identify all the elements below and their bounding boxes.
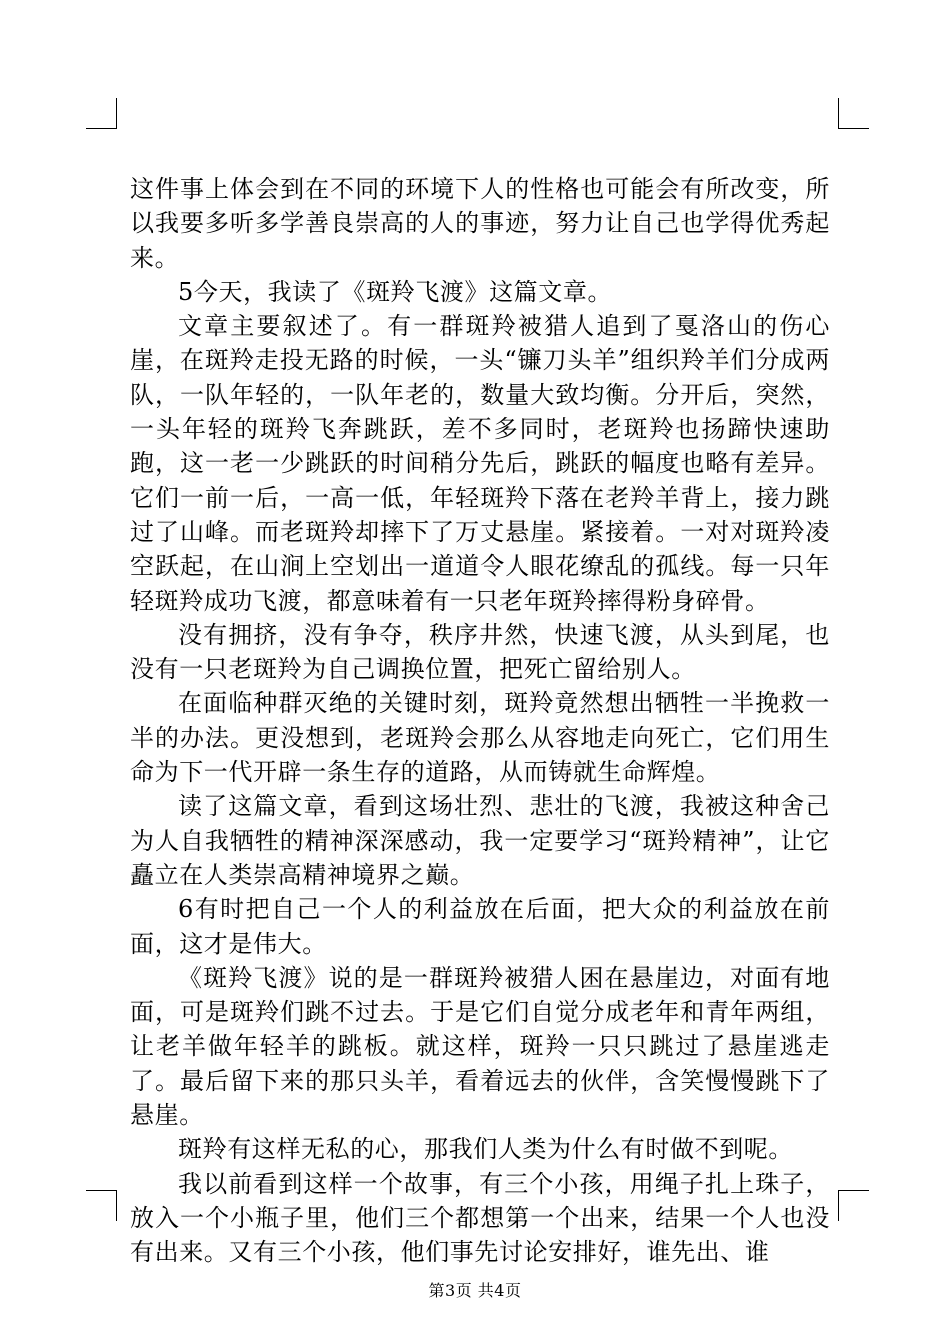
- crop-mark-top-left: [86, 98, 117, 129]
- paragraph: 读了这篇文章，看到这场壮烈、悲壮的飞渡，我被这种舍己为人自我牺牲的精神深深感动，我一定要学习“斑羚精神”，让它矗立在人类崇高精神境界之巅。: [130, 792, 830, 889]
- paragraph: 5今天，我读了《斑羚飞渡》这篇文章。: [178, 277, 613, 306]
- document-body: [130, 172, 830, 1270]
- paragraph: 文章主要叙述了。有一群斑羚被猎人追到了戛洛山的伤心崖，在斑羚走投无路的时候，一头“镰刀头羊”组织羚羊们分成两队，一队年轻的，一队年老的，数量大致均衡。分开后，突然，一头年轻的斑羚飞奔跳跃，差不多同时，老斑羚也扬蹄快速助跑，这一老一少跳跃的时间稍分先后，跳跃的幅度也略有差异。它们一前一后，一高一低，年轻斑羚下落在老羚羊背上，接力跳过了山峰。而老斑羚却摔下了万丈悬崖。紧接着。一对对斑羚凌空跃起，在山涧上空划出一道道令人眼花缭乱的孤线。每一只年轻斑羚成功飞渡，都意味着有一只老年斑羚摔得粉身碎骨。: [130, 312, 830, 615]
- page-footer: 第3页 共4页: [428, 1281, 522, 1300]
- paragraph: 在面临种群灭绝的关键时刻，斑羚竟然想出牺牲一半挽救一半的办法。更没想到，老斑羚会那么从容地走向死亡，它们用生命为下一代开辟一条生存的道路，从而铸就生命辉煌。: [130, 689, 830, 787]
- paragraph: 没有拥挤，没有争夺，秩序井然，快速飞渡，从头到尾，也没有一只老斑羚为自己调换位置，把死亡留给别人。: [130, 620, 830, 684]
- crop-mark-bottom-right: [838, 1190, 869, 1221]
- crop-mark-top-right: [838, 98, 869, 129]
- paragraph: 我以前看到这样一个故事，有三个小孩，用绳子扎上珠子，放入一个小瓶子里，他们三个都想第一个出来，结果一个人也没有出来。又有三个小孩，他们事先讨论安排好，谁先出、谁: [130, 1169, 830, 1267]
- paragraph: 斑羚有这样无私的心，那我们人类为什么有时做不到呢。: [178, 1135, 793, 1164]
- paragraph-continuation: 这件事上体会到在不同的环境下人的性格也可能会有所改变，所以我要多听多学善良崇高的人的事迹，努力让自己也学得优秀起来。: [130, 175, 830, 272]
- crop-mark-bottom-left: [86, 1190, 117, 1221]
- paragraph: 6有时把自己一个人的利益放在后面，把大众的利益放在前面，这才是伟大。: [130, 895, 830, 958]
- paragraph: 《斑羚飞渡》说的是一群斑羚被猎人困在悬崖边，对面有地面，可是斑羚们跳不过去。于是它们自觉分成老年和青年两组，让老羊做年轻羊的跳板。就这样，斑羚一只只跳过了悬崖逃走了。最后留下来的那只头羊，看着远去的伙伴，含笑慢慢跳下了悬崖。: [130, 963, 830, 1130]
